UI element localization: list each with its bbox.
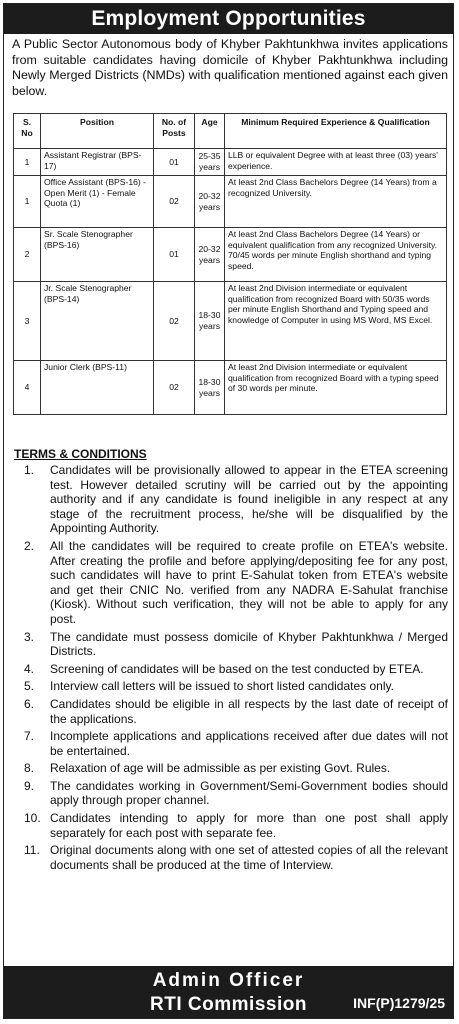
- table-row: [14, 149, 447, 176]
- cell-position: Assistant Registrar (BPS-17): [41, 149, 154, 176]
- ad-reference: INF(P)1279/25: [353, 995, 445, 1011]
- header-sno: S. No: [14, 114, 41, 149]
- header-posts: No. of Posts: [154, 114, 195, 149]
- list-item: [10, 463, 448, 536]
- term-number: 3.: [24, 629, 35, 644]
- cell-position: Jr. Scale Stenographer (BPS-14): [41, 282, 154, 361]
- term-text: The candidate must possess domicile of Khyber Pakhtunkhwa / Merged Districts.: [50, 629, 448, 659]
- intro-paragraph: A Public Sector Autonomous body of Khyber Pakhtunkhwa invites applications from suitable candidates having domicile of Khyber Pakhtunkhwa including Newly Merged Districts (NMDs) with qualification mentioned against each given below.: [12, 37, 448, 98]
- cell-sno: 2: [14, 228, 41, 282]
- list-item: [10, 539, 448, 627]
- cell-qualification: At least 2nd Class Bachelors Degree (14 Years) from a recognized University.: [225, 176, 447, 228]
- list-item: [10, 662, 448, 677]
- cell-posts: 02: [154, 282, 195, 361]
- footer-banner: [4, 966, 453, 1018]
- cell-posts: 02: [154, 176, 195, 228]
- term-number: 8.: [24, 761, 35, 776]
- cell-posts: 01: [154, 228, 195, 282]
- cell-position: Junior Clerk (BPS-11): [41, 361, 154, 415]
- cell-age: 18-30 years: [195, 282, 225, 361]
- cell-position: Sr. Scale Stenographer (BPS-16): [41, 228, 154, 282]
- cell-age: 20-32 years: [195, 228, 225, 282]
- table-row: [14, 228, 447, 282]
- term-text: Incomplete applications and applications received after due dates will not be entertained.: [50, 729, 448, 758]
- term-text: Screening of candidates will be based on the test conducted by ETEA.: [50, 661, 424, 676]
- list-item: [10, 779, 448, 808]
- table-row: [14, 361, 447, 415]
- list-item: [10, 679, 448, 694]
- table-header-row: [14, 114, 447, 149]
- term-text: Interview call letters will be issued to short listed candidates only.: [50, 679, 394, 694]
- list-item: [10, 761, 448, 776]
- cell-sno: 1: [14, 176, 41, 228]
- term-number: 9.: [24, 778, 35, 793]
- list-item: [10, 843, 448, 872]
- term-text: Candidates should be eligible in all respects by the last date of receipt of the applications.: [50, 696, 448, 726]
- cell-position: Office Assistant (BPS-16) - Open Merit (1) - Female Quota (1): [41, 176, 154, 228]
- cell-age: 25-35 years: [195, 149, 225, 176]
- terms-list: [10, 463, 448, 875]
- cell-age: 20-32 years: [195, 176, 225, 228]
- cell-age: 18-30 years: [195, 361, 225, 415]
- organization-name: RTI Commission: [150, 994, 307, 1015]
- term-number: 6.: [24, 696, 35, 711]
- term-text: Candidates will be provisionally allowed to appear in the ETEA screening test. However detailed scrutiny will be carried out by the appointing authority and if any candidate is found ineligible in any respect at any stage of the recruitment process, he/she will be disqualified by the Appointing Authority.: [50, 463, 448, 536]
- term-text: Candidates intending to apply for more than one post shall apply separately for each post with separate fee.: [50, 811, 448, 840]
- list-item: [10, 630, 448, 659]
- page-title: Employment Opportunities: [4, 4, 453, 34]
- cell-sno: 3: [14, 282, 41, 361]
- terms-heading: TERMS & CONDITIONS: [14, 447, 147, 461]
- cell-posts: 01: [154, 149, 195, 176]
- term-number: 1.: [24, 463, 35, 477]
- term-number: 7.: [24, 729, 35, 744]
- list-item: [10, 811, 448, 840]
- signatory-title: Admin Officer: [152, 970, 305, 991]
- cell-qualification: At least 2nd Class Bachelors Degree (14 Years) or equivalent qualification from any recognized University. 70/45 words per minute English shorthand and typing speed.: [225, 228, 447, 282]
- cell-sno: 1: [14, 149, 41, 176]
- positions-table: [13, 113, 447, 415]
- term-number: 5.: [24, 679, 35, 694]
- header-position: Position: [41, 114, 154, 149]
- term-number: 10.: [24, 811, 41, 826]
- cell-sno: 4: [14, 361, 41, 415]
- cell-qualification: At least 2nd Division intermediate or equivalent qualification from recognized Board with 50/35 words per minute English Shorthand and Typing speed and knowledge of Computer in using MS Word, MS Excel.: [225, 282, 447, 361]
- cell-posts: 02: [154, 361, 195, 415]
- header-qualification: Minimum Required Experience & Qualification: [225, 114, 447, 149]
- term-number: 2.: [24, 538, 35, 553]
- term-number: 4.: [24, 661, 35, 676]
- term-text: Relaxation of age will be admissible as per existing Govt. Rules.: [50, 761, 391, 776]
- term-number: 11.: [24, 843, 40, 858]
- term-text: Original documents along with one set of attested copies of all the relevant documents shall be produced at the time of Interview.: [50, 843, 448, 872]
- term-text: The candidates working in Government/Semi-Government bodies should apply through proper channel.: [50, 778, 448, 808]
- header-age: Age: [195, 114, 225, 149]
- table-row: [14, 282, 447, 361]
- list-item: [10, 729, 448, 758]
- term-text: All the candidates will be required to create profile on ETEA's website. After creating the profile and before applying/depositing fee for any post, such candidates will have to print E-Sahulat token from ETEA's website and get their CNIC No. verified from any NADRA E-Sahulat franchise (Kiosk). Without such verification, they will not be able to apply for any post.: [50, 538, 448, 626]
- list-item: [10, 697, 448, 726]
- cell-qualification: At least 2nd Division intermediate or equivalent qualification from recognized Board with a typing speed of 30 words per minute.: [225, 361, 447, 415]
- table-row: [14, 176, 447, 228]
- cell-qualification: LLB or equivalent Degree with at least three (03) years' experience.: [225, 149, 447, 176]
